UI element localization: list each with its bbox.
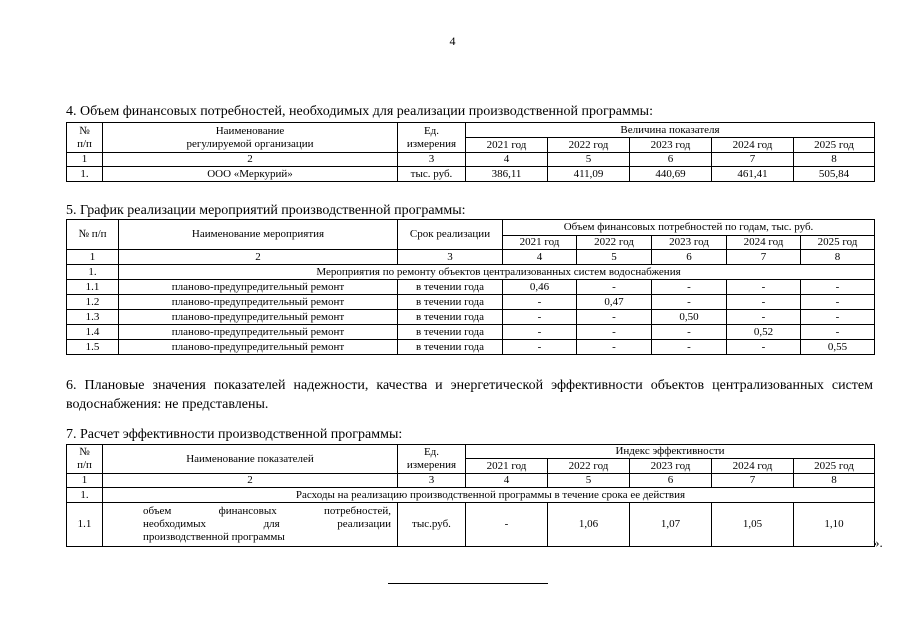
column-number-row	[67, 474, 875, 488]
header-year: 2023 год	[630, 138, 712, 153]
indicator-name-line: производственной программы	[143, 531, 285, 543]
col-number: 1	[67, 153, 103, 167]
activity-name: планово-предупредительный ремонт	[119, 310, 398, 325]
value-cell: 461,41	[712, 167, 794, 182]
row-num: 1.	[67, 488, 103, 503]
table-row	[67, 167, 875, 182]
value-cell: 411,09	[548, 167, 630, 182]
table-row	[67, 503, 875, 547]
value-cell: -	[503, 340, 577, 355]
value-cell: -	[577, 280, 652, 295]
section-6-text: 6. Плановые значения показателей надежности, качества и энергетической эффективности объектов централизованных систем водоснабжения: не представлены.	[66, 378, 873, 412]
header-unit: Ед. измерения	[398, 445, 466, 474]
header-year: 2021 год	[503, 236, 577, 250]
indicator-name-line: необходимых для реализации	[143, 518, 391, 530]
value-cell: 1,07	[630, 503, 712, 547]
column-number-row	[67, 153, 875, 167]
header-indicator-value: Величина показателя	[466, 123, 875, 138]
header-activity-name: Наименование мероприятия	[119, 220, 398, 250]
value-cell: -	[727, 310, 801, 325]
indicator-name-line: объем финансовых потребностей,	[143, 505, 391, 517]
value-cell: 386,11	[466, 167, 548, 182]
header-year: 2021 год	[466, 138, 548, 153]
col-number: 3	[398, 474, 466, 488]
value-cell: -	[577, 340, 652, 355]
header-year: 2025 год	[794, 459, 875, 474]
value-cell: -	[652, 325, 727, 340]
table-row	[67, 310, 875, 325]
schedule-table	[66, 219, 875, 355]
value-cell: -	[577, 310, 652, 325]
term: в течении года	[398, 340, 503, 355]
value-cell: 0,50	[652, 310, 727, 325]
efficiency-table	[66, 444, 875, 547]
col-number: 4	[503, 250, 577, 265]
header-year: 2024 год	[727, 236, 801, 250]
table-row	[67, 325, 875, 340]
value-cell: 0,52	[727, 325, 801, 340]
group-row	[67, 488, 875, 503]
value-cell: -	[466, 503, 548, 547]
term: в течении года	[398, 295, 503, 310]
value-cell: 1,10	[794, 503, 875, 547]
unit: тыс.руб.	[398, 503, 466, 547]
table-row	[67, 340, 875, 355]
col-number: 8	[794, 153, 875, 167]
header-year: 2021 год	[466, 459, 548, 474]
header-indicator-name: Наименование показателей	[103, 445, 398, 474]
col-number: 8	[801, 250, 875, 265]
header-financial-volume: Объем финансовых потребностей по годам, тыс. руб.	[503, 220, 875, 236]
column-number-row	[67, 250, 875, 265]
row-num: 1.	[67, 265, 119, 280]
financial-needs-table	[66, 122, 875, 182]
col-number: 2	[103, 474, 398, 488]
closing-quote: ».	[873, 535, 883, 550]
col-number: 4	[466, 153, 548, 167]
col-number: 1	[67, 474, 103, 488]
col-number: 5	[577, 250, 652, 265]
value-cell: 1,06	[548, 503, 630, 547]
row-num: 1.1	[67, 280, 119, 295]
col-number: 6	[652, 250, 727, 265]
header-year: 2022 год	[577, 236, 652, 250]
value-cell: -	[652, 295, 727, 310]
value-cell: -	[503, 325, 577, 340]
col-number: 3	[398, 153, 466, 167]
value-cell: 1,05	[712, 503, 794, 547]
col-number: 3	[398, 250, 503, 265]
col-number: 2	[103, 153, 398, 167]
col-number: 4	[466, 474, 548, 488]
section-5-title: 5. График реализации мероприятий производственной программы:	[66, 203, 466, 218]
header-year: 2024 год	[712, 138, 794, 153]
col-number: 2	[119, 250, 398, 265]
unit: тыс. руб.	[398, 167, 466, 182]
value-cell: 505,84	[794, 167, 875, 182]
row-num: 1.1	[67, 503, 103, 547]
activity-name: планово-предупредительный ремонт	[119, 295, 398, 310]
header-unit: Ед. измерения	[398, 123, 466, 153]
value-cell: -	[503, 295, 577, 310]
section-7-title: 7. Расчет эффективности производственной программы:	[66, 427, 403, 442]
activity-name: планово-предупредительный ремонт	[119, 280, 398, 295]
page-number: 4	[449, 34, 456, 48]
value-cell: -	[801, 325, 875, 340]
row-num: 1.	[67, 167, 103, 182]
table-row	[67, 295, 875, 310]
value-cell: 440,69	[630, 167, 712, 182]
org-name: ООО «Меркурий»	[103, 167, 398, 182]
col-number: 1	[67, 250, 119, 265]
header-efficiency-index: Индекс эффективности	[466, 445, 875, 459]
header-term: Срок реализации	[398, 220, 503, 250]
group-label: Расходы на реализацию производственной программы в течение срока ее действия	[103, 488, 875, 503]
value-cell: -	[577, 325, 652, 340]
header-year: 2023 год	[652, 236, 727, 250]
value-cell: -	[652, 340, 727, 355]
header-num: № п/п	[67, 445, 103, 474]
col-number: 5	[548, 153, 630, 167]
header-year: 2022 год	[548, 459, 630, 474]
value-cell: -	[801, 310, 875, 325]
row-num: 1.5	[67, 340, 119, 355]
value-cell: 0,55	[801, 340, 875, 355]
header-year: 2025 год	[794, 138, 875, 153]
col-number: 6	[630, 474, 712, 488]
value-cell: -	[801, 280, 875, 295]
value-cell: 0,46	[503, 280, 577, 295]
value-cell: -	[727, 340, 801, 355]
row-num: 1.2	[67, 295, 119, 310]
col-number: 8	[794, 474, 875, 488]
header-year: 2023 год	[630, 459, 712, 474]
value-cell: -	[652, 280, 727, 295]
header-org-name: Наименование регулируемой организации	[103, 123, 398, 153]
col-number: 6	[630, 153, 712, 167]
header-num: № п/п	[67, 123, 103, 153]
activity-name: планово-предупредительный ремонт	[119, 325, 398, 340]
value-cell: -	[503, 310, 577, 325]
indicator-name	[103, 503, 398, 547]
header-num: № п/п	[67, 220, 119, 250]
table-row	[67, 280, 875, 295]
header-year: 2022 год	[548, 138, 630, 153]
row-num: 1.3	[67, 310, 119, 325]
activity-name: планово-предупредительный ремонт	[119, 340, 398, 355]
footer-rule	[388, 583, 548, 584]
value-cell: -	[727, 295, 801, 310]
term: в течении года	[398, 280, 503, 295]
group-row	[67, 265, 875, 280]
value-cell: -	[727, 280, 801, 295]
section-4-title: 4. Объем финансовых потребностей, необходимых для реализации производственной программы:	[66, 104, 653, 119]
group-label: Мероприятия по ремонту объектов централизованных систем водоснабжения	[119, 265, 875, 280]
header-year: 2025 год	[801, 236, 875, 250]
value-cell: 0,47	[577, 295, 652, 310]
col-number: 7	[712, 474, 794, 488]
term: в течении года	[398, 325, 503, 340]
term: в течении года	[398, 310, 503, 325]
header-year: 2024 год	[712, 459, 794, 474]
value-cell: -	[801, 295, 875, 310]
col-number: 7	[727, 250, 801, 265]
row-num: 1.4	[67, 325, 119, 340]
col-number: 7	[712, 153, 794, 167]
col-number: 5	[548, 474, 630, 488]
